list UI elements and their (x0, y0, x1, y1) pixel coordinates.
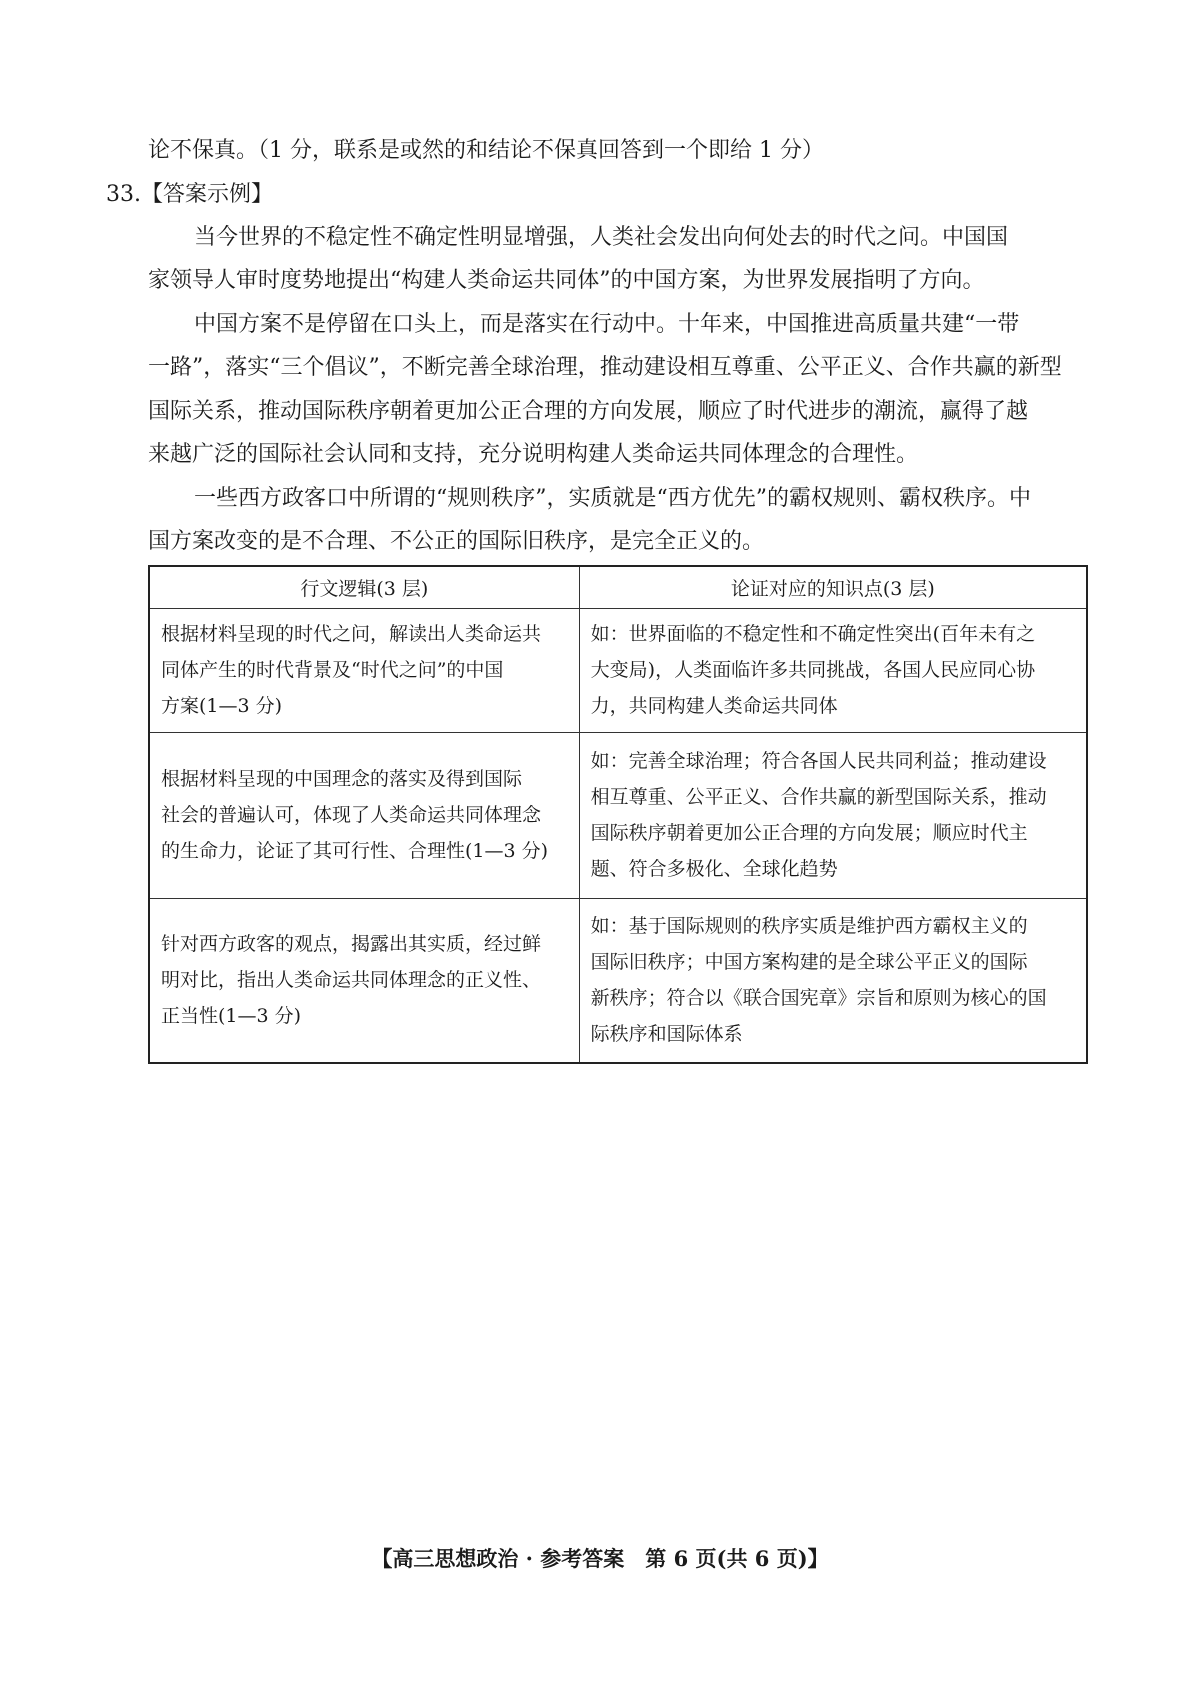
table-row (149, 732, 1087, 898)
logic-cell (149, 898, 579, 1063)
page-footer: 【高三思想政治 · 参考答案 第 6 页(共 6 页)】 (371, 1546, 829, 1571)
cell-line: 明对比，指出人类命运共同体理念的正义性、 (161, 969, 542, 992)
paragraph-line: 一些西方政客口中所谓的“规则秩序”，实质就是“西方优先”的霸权规则、霸权秩序。中 (194, 486, 1031, 511)
cell-line: 国际秩序朝着更加公正合理的方向发展；顺应时代主 (590, 822, 1028, 844)
paragraph-line: 家领导人审时度势地提出“构建人类命运共同体”的中国方案，为世界发展指明了方向。 (148, 268, 985, 293)
cell-line: 方案(1—3 分) (161, 695, 283, 717)
table-row (149, 898, 1087, 1063)
cell-line: 根据材料呈现的中国理念的落实及得到国际 (161, 768, 523, 790)
logic-cell (149, 732, 579, 898)
header-knowledge: 论证对应的知识点(3 层) (579, 566, 1087, 608)
paragraph-line: 国方案改变的是不合理、不公正的国际旧秩序，是完全正义的。 (148, 529, 765, 554)
paragraph-line: 一路”，落实“三个倡议”，不断完善全球治理，推动建设相互尊重、公平正义、合作共赢的新型 (148, 355, 1062, 380)
paragraph-line: 当今世界的不稳定性不确定性明显增强，人类社会发出向何处去的时代之问。中国国 (194, 225, 1009, 250)
cell-line: 的生命力，论证了其可行性、合理性(1—3 分) (161, 840, 549, 862)
cell-line: 如：完善全球治理；符合各国人民共同利益；推动建设 (590, 750, 1047, 772)
cell-line: 相互尊重、公平正义、合作共赢的新型国际关系，推动 (590, 786, 1047, 808)
header-logic: 行文逻辑(3 层) (149, 566, 579, 608)
cell-line: 根据材料呈现的时代之问，解读出人类命运共 (161, 623, 542, 645)
cell-line: 如：世界面临的不稳定性和不确定性突出(百年未有之 (590, 623, 1036, 645)
cell-line: 力，共同构建人类命运共同体 (590, 695, 838, 717)
logic-cell (149, 608, 579, 732)
cell-line: 社会的普遍认可，体现了人类命运共同体理念 (161, 804, 542, 826)
paragraph-line: 国际关系，推动国际秩序朝着更加公正合理的方向发展，顺应了时代进步的潮流，赢得了越 (148, 399, 1029, 424)
cell-line: 新秩序；符合以《联合国宪章》宗旨和原则为核心的国 (590, 987, 1047, 1010)
cell-line: 题、符合多极化、全球化趋势 (590, 858, 838, 880)
question-heading: 33.【答案示例】 (106, 182, 273, 207)
knowledge-cell (579, 898, 1087, 1063)
top-line: 论不保真。（1 分，联系是或然的和结论不保真回答到一个即给 1 分） (148, 138, 824, 163)
knowledge-cell (579, 608, 1087, 732)
knowledge-cell (579, 732, 1087, 898)
cell-line: 大变局)，人类面临许多共同挑战，各国人民应同心协 (590, 659, 1036, 681)
table-row (149, 608, 1087, 732)
cell-line: 际秩序和国际体系 (590, 1023, 743, 1046)
scoring-table (148, 565, 1088, 1064)
cell-line: 正当性(1—3 分) (161, 1005, 302, 1028)
cell-line: 同体产生的时代背景及“时代之问”的中国 (161, 659, 504, 681)
paragraph-line: 中国方案不是停留在口头上，而是落实在行动中。十年来，中国推进高质量共建“一带 (194, 312, 1020, 337)
paragraph-line: 来越广泛的国际社会认同和支持，充分说明构建人类命运共同体理念的合理性。 (148, 442, 919, 467)
cell-line: 针对西方政客的观点，揭露出其实质，经过鲜 (161, 933, 542, 956)
table-header-row (149, 566, 1087, 608)
cell-line: 国际旧秩序；中国方案构建的是全球公平正义的国际 (590, 951, 1028, 974)
cell-line: 如：基于国际规则的秩序实质是维护西方霸权主义的 (590, 915, 1028, 938)
